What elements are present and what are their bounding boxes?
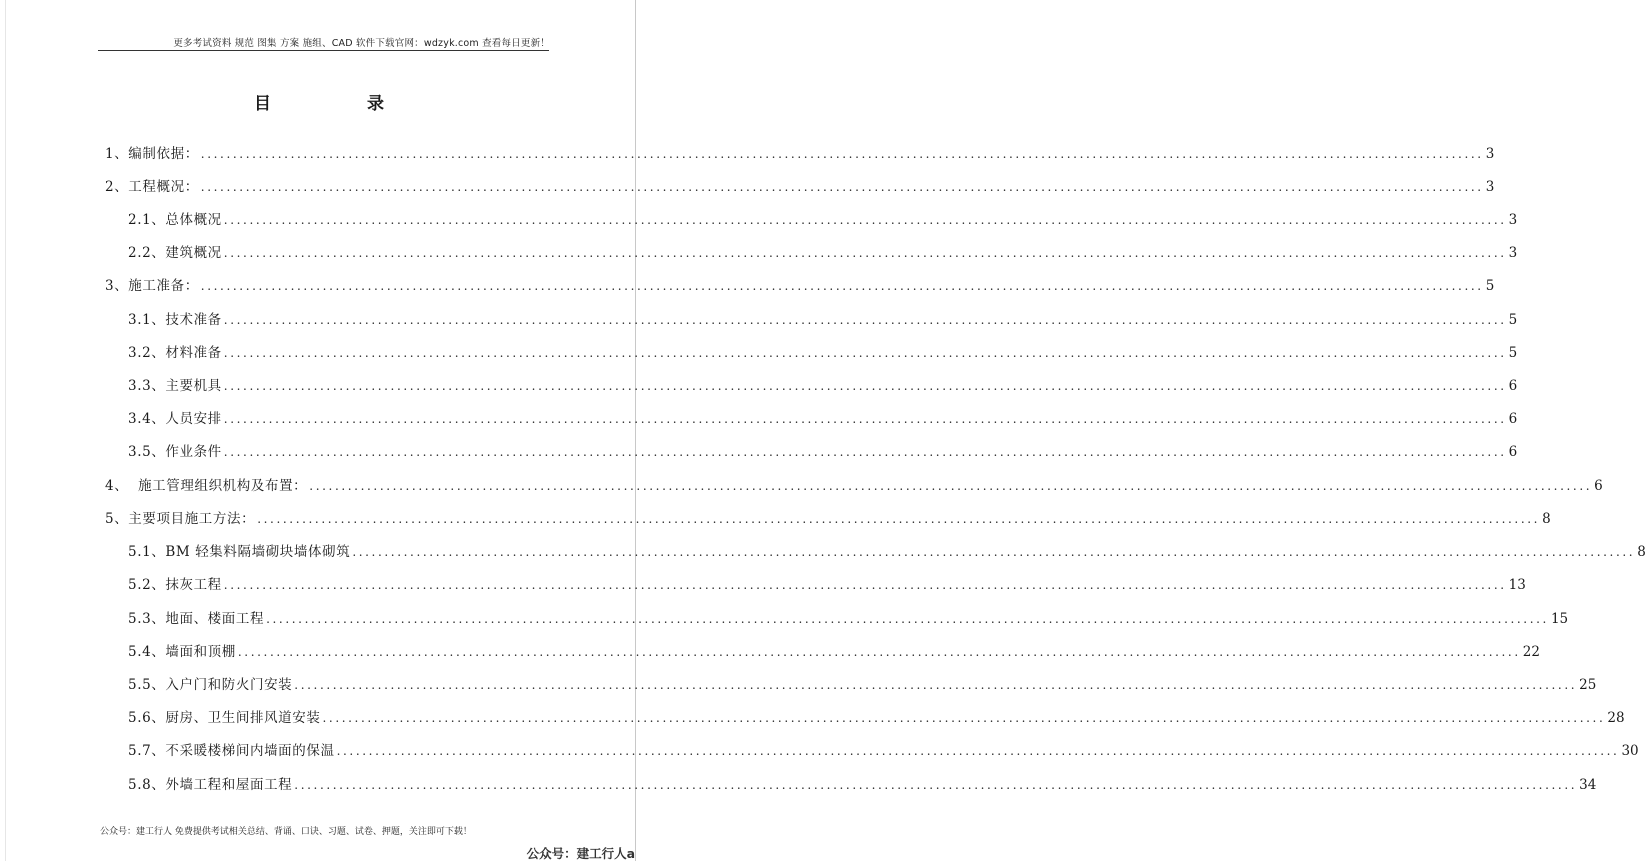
toc-entry-page: 6 xyxy=(1594,478,1603,494)
toc-entry[interactable] xyxy=(105,145,1495,163)
toc-entry-page: 30 xyxy=(1621,743,1639,759)
toc-leader-dots: ........................................................................................................................................................................................................ xyxy=(336,744,1620,758)
toc-entry[interactable] xyxy=(128,344,1518,362)
toc-entry[interactable] xyxy=(128,244,1518,262)
toc-entry[interactable] xyxy=(128,776,1597,794)
toc-entry[interactable] xyxy=(105,277,1495,295)
toc-entry[interactable] xyxy=(128,643,1540,661)
toc-entry-label: 3.5、作业条件 xyxy=(128,444,222,460)
toc-entry-label: 5.4、墙面和顶棚 xyxy=(128,644,236,660)
toc-entry-label: 1、编制依据： xyxy=(105,146,199,162)
toc-entry-label: 5.2、抹灰工程 xyxy=(128,577,222,593)
page-footer: 公众号：建工行人 免费提供考试相关总结、背诵、口诀、习题、试卷、押题，关注即可下载！ xyxy=(100,827,472,837)
toc-entry-page: 6 xyxy=(1508,378,1518,394)
toc-entry[interactable] xyxy=(128,311,1518,329)
toc-entry-page: 5 xyxy=(1508,345,1518,361)
toc-entry[interactable] xyxy=(128,211,1518,229)
page-header: 更多考试资料 规范 图集 方案 施组、CAD 软件下载官网：wdzyk.com 查看每日更新！ xyxy=(173,38,550,49)
toc-entry-page: 5 xyxy=(1485,278,1495,294)
toc-entry-page: 28 xyxy=(1607,710,1625,726)
toc-leader-dots: ........................................................................................................................................................................................................ xyxy=(223,246,1507,260)
toc-entry-label: 5.5、入户门和防火门安装 xyxy=(128,677,293,693)
toc-leader-dots: ........................................................................................................................................................................................................ xyxy=(200,147,1484,161)
toc-entry-label: 3.3、主要机具 xyxy=(128,378,222,394)
toc-entry-label: 5.3、地面、楼面工程 xyxy=(128,611,265,627)
toc-leader-dots: ........................................................................................................................................................................................................ xyxy=(266,612,1549,626)
toc-leader-dots: ........................................................................................................................................................................................................ xyxy=(309,479,1593,493)
toc-entry-label: 2.1、总体概况 xyxy=(128,212,222,228)
toc-leader-dots: ........................................................................................................................................................................................................ xyxy=(352,545,1636,559)
toc-entry-page: 3 xyxy=(1485,146,1495,162)
toc-entry-label: 5.7、不采暖楼梯间内墙面的保温 xyxy=(128,743,335,759)
toc-entry-page: 8 xyxy=(1542,511,1551,527)
toc-entry-page: 5 xyxy=(1508,312,1518,328)
toc-entry-page: 3 xyxy=(1508,212,1518,228)
toc-title-char-2: 录 xyxy=(367,94,384,114)
toc-entry-label: 2、工程概况： xyxy=(105,179,199,195)
toc-leader-dots: ........................................................................................................................................................................................................ xyxy=(257,512,1541,526)
toc-entry-label: 3、施工准备： xyxy=(105,278,199,294)
toc-entry-label: 2.2、建筑概况 xyxy=(128,245,222,261)
toc-entry-label: 3.4、人员安排 xyxy=(128,411,222,427)
toc-entry-label: 5.1、BM 轻集料隔墙砌块墙体砌筑 xyxy=(128,544,351,560)
toc-entry-page: 3 xyxy=(1485,179,1495,195)
toc-leader-dots: ........................................................................................................................................................................................................ xyxy=(223,346,1507,360)
toc-leader-dots: ........................................................................................................................................................................................................ xyxy=(223,412,1507,426)
toc-entry[interactable] xyxy=(128,443,1518,461)
toc-entry-page: 22 xyxy=(1522,644,1540,660)
toc-entry[interactable] xyxy=(105,510,1551,528)
toc-leader-dots: ........................................................................................................................................................................................................ xyxy=(237,645,1521,659)
toc-leader-dots: ........................................................................................................................................................................................................ xyxy=(200,279,1484,293)
toc-entry-label: 4、 施工管理组织机构及布置： xyxy=(105,478,308,494)
toc-entry-page: 8 xyxy=(1637,544,1646,560)
toc-leader-dots: ........................................................................................................................................................................................................ xyxy=(322,711,1606,725)
toc-entry-page: 34 xyxy=(1579,777,1597,793)
toc-entry-label: 5.8、外墙工程和屋面工程 xyxy=(128,777,293,793)
toc-entry-label: 3.2、材料准备 xyxy=(128,345,222,361)
toc-entry-label: 5、主要项目施工方法： xyxy=(105,511,256,527)
toc-entry[interactable] xyxy=(128,610,1569,628)
toc-leader-dots: ........................................................................................................................................................................................................ xyxy=(223,578,1507,592)
toc-entry[interactable] xyxy=(128,543,1646,561)
watermark: 公众号：建工行人a xyxy=(526,846,635,861)
toc-entry-label: 3.1、技术准备 xyxy=(128,312,222,328)
toc-entry-label: 5.6、厨房、卫生间排风道安装 xyxy=(128,710,321,726)
toc-entry-page: 13 xyxy=(1508,577,1526,593)
toc-entry-page: 3 xyxy=(1508,245,1518,261)
toc-entry[interactable] xyxy=(128,576,1526,594)
toc-entry[interactable] xyxy=(128,676,1597,694)
toc-leader-dots: ........................................................................................................................................................................................................ xyxy=(294,778,1578,792)
toc-leader-dots: ........................................................................................................................................................................................................ xyxy=(223,213,1507,227)
toc-leader-dots: ........................................................................................................................................................................................................ xyxy=(294,678,1578,692)
toc-leader-dots: ........................................................................................................................................................................................................ xyxy=(200,180,1484,194)
toc-entry[interactable] xyxy=(105,178,1495,196)
toc-leader-dots: ........................................................................................................................................................................................................ xyxy=(223,445,1507,459)
toc-title-char-1: 目 xyxy=(254,94,271,114)
toc-entry-page: 25 xyxy=(1579,677,1597,693)
toc-entry-page: 6 xyxy=(1508,444,1518,460)
toc-entry[interactable] xyxy=(128,410,1518,428)
toc-entry[interactable] xyxy=(128,709,1625,727)
toc-entry[interactable] xyxy=(128,377,1518,395)
toc-entry[interactable] xyxy=(105,477,1603,495)
toc-leader-dots: ........................................................................................................................................................................................................ xyxy=(223,379,1507,393)
toc-entry-page: 6 xyxy=(1508,411,1518,427)
toc-entry[interactable] xyxy=(128,742,1639,760)
toc-entry-page: 15 xyxy=(1550,611,1569,627)
toc-leader-dots: ........................................................................................................................................................................................................ xyxy=(223,313,1507,327)
